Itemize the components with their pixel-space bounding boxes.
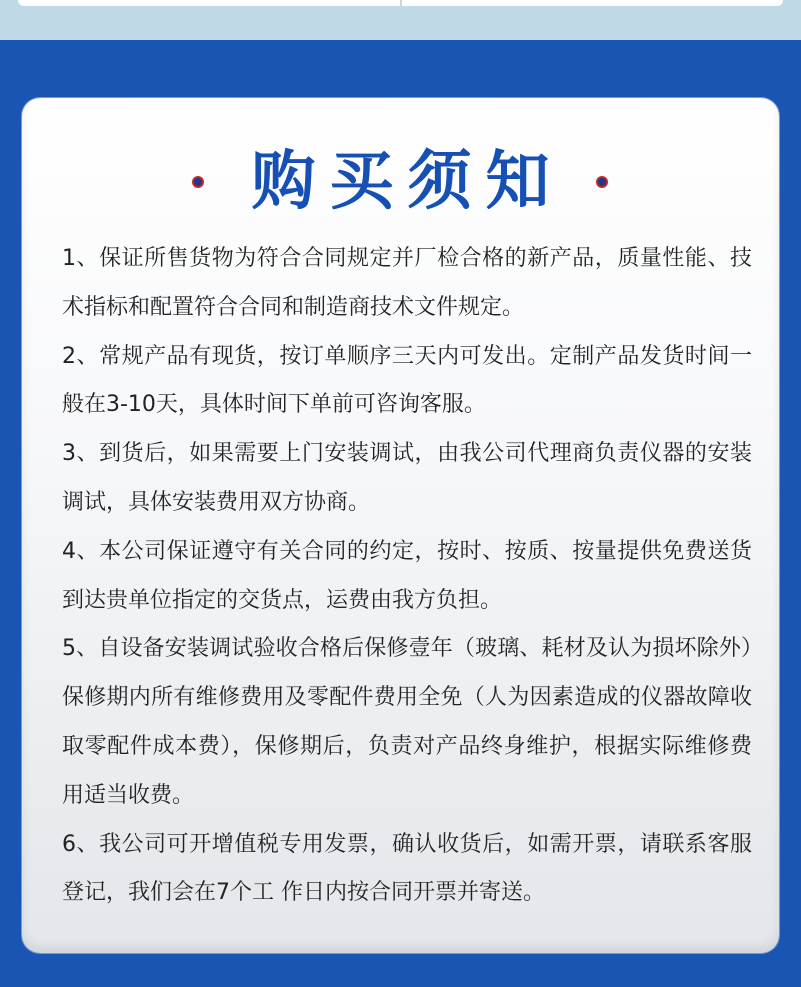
notice-item-5: 5、自设备安装调试验收合格后保修壹年（玻璃、耗材及认为损坏除外）保修期内所有维修费用及零配件费用全免（人为因素造成的仪器故障收取零配件成本费），保修期后，负责对产品终身维护，根据实际维修费用适当收费。 [62,636,752,808]
top-strip [0,0,801,40]
top-divider [400,0,402,6]
notice-item-6: 6、我公司可开增值税专用发票，确认收货后，如需开票，请联系客服登记，我们会在7个工 作日内按合同开票并寄送。 [62,831,752,906]
notice-item-1: 1、保证所售货物为符合合同规定并厂检合格的新产品，质量性能、技术指标和配置符合合同和制造商技术文件规定。 [62,246,752,320]
bullet-dot-icon [192,176,204,188]
notice-item-2: 2、常规产品有现货，按订单顺序三天内可发出。定制产品发货时间一般在3-10天，具体时间下单前可咨询客服。 [62,343,752,418]
bullet-dot-icon [596,176,608,188]
notice-item-3: 3、到货后，如果需要上门安装调试，由我公司代理商负责仪器的安装调试，具体安装费用双方协商。 [62,441,752,515]
notice-list [62,235,752,918]
title-row [22,142,779,222]
notice-card [22,98,779,953]
page-title: 购买须知 [251,145,564,219]
notice-item-4: 4、本公司保证遵守有关合同的约定，按时、按质、按量提供免费送货到达贵单位指定的交货点，运费由我方负担。 [62,538,752,613]
